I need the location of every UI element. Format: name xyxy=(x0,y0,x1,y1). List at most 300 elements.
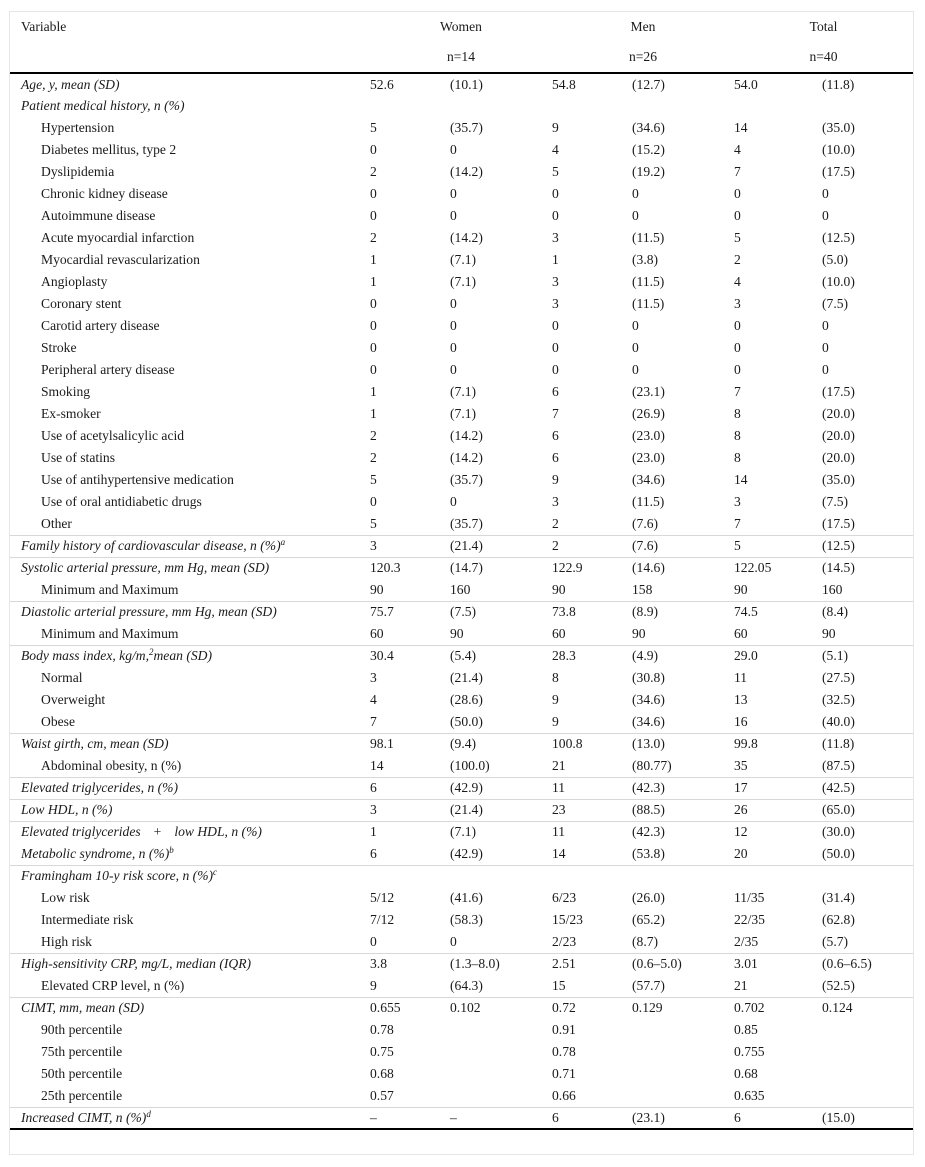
table-cell: (64.3) xyxy=(450,977,483,993)
table-container xyxy=(9,11,914,1155)
table-cell: (7.1) xyxy=(450,274,477,289)
table-cell: – xyxy=(450,1107,552,1129)
table-cell: 9 xyxy=(370,977,377,993)
table-row xyxy=(10,491,913,513)
table-cell: 0 xyxy=(632,208,639,223)
footnote-marker: c xyxy=(213,867,218,878)
row-label-text: Body mass index, kg/m, xyxy=(21,648,149,664)
table-cell: 90 xyxy=(450,625,464,641)
row-label xyxy=(10,447,370,469)
table-cell: 7 xyxy=(734,515,741,531)
table-cell: (11.5) xyxy=(632,274,665,289)
table-cell: (21.4) xyxy=(450,670,483,685)
table-cell: 0.68 xyxy=(370,1066,394,1081)
table-cell: (7.1) xyxy=(450,384,477,399)
table-cell: (14.7) xyxy=(450,557,552,579)
table-cell: 0 xyxy=(734,318,741,333)
table-cell: (34.6) xyxy=(632,713,665,729)
table-cell xyxy=(450,1085,552,1107)
row-label-text: Waist girth, cm, mean (SD) xyxy=(21,736,169,752)
table-cell: 0 xyxy=(450,296,457,311)
row-label-text: Increased CIMT, n (%) xyxy=(21,1109,147,1125)
table-cell: (5.4) xyxy=(450,645,552,667)
table-cell: 1 xyxy=(370,252,377,267)
table-cell: (20.0) xyxy=(822,406,855,421)
table-cell: 5 xyxy=(370,120,377,135)
row-label xyxy=(10,733,370,755)
table-cell: (15.2) xyxy=(632,142,665,157)
table-cell xyxy=(632,95,734,117)
table-cell: (5.0) xyxy=(822,252,849,267)
table-cell: 0 xyxy=(822,340,829,355)
table-cell xyxy=(552,95,632,117)
footnote-marker: d xyxy=(146,1108,151,1119)
table-cell: 4 xyxy=(552,142,559,157)
row-label xyxy=(10,249,370,271)
table-cell: 5 xyxy=(370,472,377,487)
table-cell: 2 xyxy=(370,164,377,179)
row-label-text: Carotid artery disease xyxy=(41,318,160,333)
row-label-text: Diabetes mellitus, type 2 xyxy=(41,142,177,157)
table-cell: (52.5) xyxy=(822,977,855,993)
table-cell: 0 xyxy=(370,296,377,311)
table-cell: (42.9) xyxy=(450,845,483,861)
row-label xyxy=(10,425,370,447)
table-cell: 2 xyxy=(370,428,377,443)
table-cell: 9 xyxy=(552,713,559,729)
table-cell: 0 xyxy=(370,318,377,333)
table-cell: (27.5) xyxy=(822,670,855,685)
table-cell: (7.5) xyxy=(822,494,849,509)
table-row xyxy=(10,117,913,139)
row-label-text: Low risk xyxy=(41,890,90,905)
table-cell: 0.702 xyxy=(734,997,822,1019)
table-cell: 0.72 xyxy=(552,997,632,1019)
row-label xyxy=(10,821,370,843)
table-cell: 90 xyxy=(822,625,836,641)
row-label-text: Elevated triglycerides xyxy=(21,824,141,840)
table-cell: (57.7) xyxy=(632,977,665,993)
table-cell: 160 xyxy=(450,581,471,597)
row-label-text: Overweight xyxy=(41,692,106,707)
table-cell: 0 xyxy=(370,186,377,201)
table-cell: 60 xyxy=(552,625,566,641)
table-cell: 13 xyxy=(734,692,748,707)
table-cell: 5 xyxy=(734,230,741,245)
table-cell: 0 xyxy=(370,362,377,377)
table-cell: 0 xyxy=(450,318,457,333)
table-cell: 3 xyxy=(734,296,741,311)
table-cell xyxy=(632,865,734,887)
table-cell: (35.0) xyxy=(822,472,855,487)
row-label-text: 90th percentile xyxy=(41,1022,123,1037)
table-cell: 6/23 xyxy=(552,890,577,905)
table-cell: 54.8 xyxy=(552,76,576,92)
header-blank xyxy=(10,42,370,73)
table-cell: 6 xyxy=(552,428,559,443)
row-label-text: Other xyxy=(41,515,72,531)
row-label xyxy=(10,601,370,623)
table-cell: 0 xyxy=(734,340,741,355)
table-cell: (41.6) xyxy=(450,890,483,905)
row-label xyxy=(10,997,370,1019)
table-row xyxy=(10,1085,913,1107)
table-cell: 122.05 xyxy=(734,557,822,579)
table-cell: 4 xyxy=(734,274,741,289)
table-cell: (11.5) xyxy=(632,494,665,509)
table-cell: 7 xyxy=(552,406,559,421)
table-cell: 0 xyxy=(822,208,829,223)
row-label-text: Intermediate risk xyxy=(41,912,134,927)
table-cell: (42.5) xyxy=(822,777,913,799)
table-row xyxy=(10,931,913,953)
table-cell: 1 xyxy=(552,252,559,267)
table-cell: 0 xyxy=(450,494,457,509)
table-cell: 6 xyxy=(370,845,377,861)
table-cell: 7/12 xyxy=(370,912,395,927)
table-cell: 9 xyxy=(552,120,559,135)
table-cell: (17.5) xyxy=(822,164,855,179)
row-label-text: Elevated CRP level, n (%) xyxy=(41,977,185,993)
table-cell: 2/23 xyxy=(552,933,577,949)
table-cell: 74.5 xyxy=(734,601,822,623)
row-label-text: CIMT, mm, mean (SD) xyxy=(21,1000,145,1016)
table-row xyxy=(10,337,913,359)
row-label xyxy=(10,73,370,95)
table-cell: (11.5) xyxy=(632,296,665,311)
table-cell: (19.2) xyxy=(632,164,665,179)
table-cell: 3 xyxy=(734,494,741,509)
table-cell: (0.6–6.5) xyxy=(822,953,913,975)
table-cell: (12.7) xyxy=(632,76,665,92)
row-label xyxy=(10,931,370,953)
row-label xyxy=(10,1019,370,1041)
table-cell: 3 xyxy=(370,535,450,557)
table-cell: 7 xyxy=(734,384,741,399)
table-cell: (10.0) xyxy=(822,142,855,157)
table-cell: 0 xyxy=(370,494,377,509)
table-cell: 0.91 xyxy=(552,1022,576,1037)
row-label-text: Metabolic syndrome, n (%) xyxy=(21,845,170,861)
table-cell: 0 xyxy=(632,186,639,201)
table-cell: 12 xyxy=(734,821,822,843)
table-cell: (7.6) xyxy=(632,515,659,531)
row-label xyxy=(10,359,370,381)
table-cell: 0 xyxy=(450,142,457,157)
table-cell: (7.5) xyxy=(822,296,849,311)
row-label xyxy=(10,1085,370,1107)
table-cell: 3 xyxy=(552,296,559,311)
table-row xyxy=(10,909,913,931)
table-row xyxy=(10,249,913,271)
table-cell: 35 xyxy=(734,757,748,773)
table-cell xyxy=(370,865,450,887)
row-label xyxy=(10,711,370,733)
table-row xyxy=(10,469,913,491)
table-cell: 0 xyxy=(552,208,559,223)
table-cell: 8 xyxy=(734,406,741,421)
table-cell xyxy=(450,1041,552,1063)
table-cell: 5 xyxy=(370,515,377,531)
header-men-n: n=26 xyxy=(552,42,734,73)
table-cell: 14 xyxy=(552,845,566,861)
table-cell: (28.6) xyxy=(450,692,483,707)
table-cell: (14.2) xyxy=(450,230,483,245)
row-label-text: Use of statins xyxy=(41,450,116,465)
table-cell: 7 xyxy=(734,164,741,179)
table-cell: (14.2) xyxy=(450,428,483,443)
table-cell: 0 xyxy=(632,340,639,355)
row-label-text: 25th percentile xyxy=(41,1087,123,1103)
table-cell: 29.0 xyxy=(734,645,822,667)
table-cell: 2.51 xyxy=(552,953,632,975)
table-cell: 0.66 xyxy=(552,1087,576,1103)
table-cell: 54.0 xyxy=(734,76,758,92)
table-row xyxy=(10,557,913,579)
table-cell: 3 xyxy=(370,670,377,685)
row-label-text: Systolic arterial pressure, mm Hg, mean (SD) xyxy=(21,560,270,576)
table-cell: 1 xyxy=(370,406,377,421)
table-cell: 0.102 xyxy=(450,997,552,1019)
header-women: Women xyxy=(440,19,482,34)
table-cell: 0.755 xyxy=(734,1044,765,1059)
table-cell: 11 xyxy=(734,670,748,685)
row-label-text: Normal xyxy=(41,670,83,685)
row-label xyxy=(10,887,370,909)
table-cell: (87.5) xyxy=(822,757,855,773)
table-cell: 90 xyxy=(632,625,646,641)
row-label-text: 50th percentile xyxy=(41,1066,123,1081)
table-cell: (80.77) xyxy=(632,757,672,773)
table-cell: (30.8) xyxy=(632,670,665,685)
table-cell: 0 xyxy=(552,362,559,377)
table-cell: (30.0) xyxy=(822,821,913,843)
row-label-text: Use of antihypertensive medication xyxy=(41,472,234,487)
table-cell: (53.8) xyxy=(632,845,665,861)
table-cell: (20.0) xyxy=(822,428,855,443)
table-cell: 26 xyxy=(734,799,822,821)
table-cell: 0 xyxy=(450,933,457,949)
row-label-text: High-sensitivity CRP, mg/L, median (IQR) xyxy=(21,956,252,972)
table-cell: (11.8) xyxy=(822,733,913,755)
footnote-marker: a xyxy=(280,537,286,547)
table-cell: 8 xyxy=(734,450,741,465)
row-label xyxy=(10,315,370,337)
table-cell: 160 xyxy=(822,581,843,597)
row-label-text: Chronic kidney disease xyxy=(41,186,168,201)
table-cell: (21.4) xyxy=(450,535,552,557)
table-cell xyxy=(450,95,552,117)
table-cell: 0 xyxy=(450,186,457,201)
table-cell: (8.9) xyxy=(632,601,734,623)
table-row xyxy=(10,799,913,821)
table-cell: 6 xyxy=(552,450,559,465)
table-cell: 22/35 xyxy=(734,912,765,927)
row-label xyxy=(10,579,370,601)
table-cell: 73.8 xyxy=(552,601,632,623)
row-label xyxy=(10,293,370,315)
row-label xyxy=(10,953,370,975)
table-cell: 8 xyxy=(552,670,559,685)
table-cell: 0 xyxy=(450,208,457,223)
table-cell: 2 xyxy=(370,450,377,465)
table-cell: 2/35 xyxy=(734,933,759,949)
row-label xyxy=(10,799,370,821)
table-cell: 21 xyxy=(734,977,748,993)
table-cell: 6 xyxy=(552,1107,632,1129)
row-label-text: Angioplasty xyxy=(41,274,108,289)
row-label-text: Use of oral antidiabetic drugs xyxy=(41,494,202,509)
table-cell: (9.4) xyxy=(450,733,552,755)
table-cell: 0 xyxy=(450,340,457,355)
table-cell xyxy=(822,865,913,887)
data-table xyxy=(10,12,913,1130)
table-cell: (8.4) xyxy=(822,601,913,623)
table-row xyxy=(10,95,913,117)
table-cell: 0 xyxy=(552,340,559,355)
table-row xyxy=(10,733,913,755)
table-cell: 9 xyxy=(552,692,559,707)
table-cell xyxy=(632,1085,734,1107)
table-cell: (35.7) xyxy=(450,120,483,135)
table-row xyxy=(10,205,913,227)
table-cell: 3 xyxy=(552,494,559,509)
table-cell: (10.1) xyxy=(450,76,483,92)
table-cell: (34.6) xyxy=(632,120,665,135)
row-label-text: Low HDL, n (%) xyxy=(21,802,113,817)
table-cell: (50.0) xyxy=(450,713,483,729)
table-cell: 14 xyxy=(734,472,748,487)
row-label xyxy=(10,623,370,645)
row-label xyxy=(10,183,370,205)
plus-sign: + xyxy=(153,824,162,840)
table-header xyxy=(10,12,913,73)
table-cell: (7.5) xyxy=(450,601,552,623)
table-row xyxy=(10,843,913,865)
table-cell: 2 xyxy=(370,230,377,245)
table-cell: 90 xyxy=(552,581,566,597)
table-cell: (4.9) xyxy=(632,645,734,667)
table-cell: 0.75 xyxy=(370,1044,394,1059)
row-label-text: Use of acetylsalicylic acid xyxy=(41,428,185,443)
table-cell xyxy=(450,1063,552,1085)
table-cell: 11/35 xyxy=(734,890,765,905)
table-cell: 6 xyxy=(370,777,450,799)
table-cell: 5 xyxy=(552,164,559,179)
table-row xyxy=(10,645,913,667)
table-cell: 0 xyxy=(734,186,741,201)
row-label xyxy=(10,667,370,689)
row-label-text: Minimum and Maximum xyxy=(41,581,179,597)
table-cell: 3 xyxy=(370,799,450,821)
table-cell: (17.5) xyxy=(822,515,855,531)
table-cell: 90 xyxy=(734,581,748,597)
row-label-text: Diastolic arterial pressure, mm Hg, mean (SD) xyxy=(21,604,277,620)
table-cell: 0.78 xyxy=(370,1022,394,1037)
table-cell: 0.68 xyxy=(734,1066,758,1081)
table-cell: 0 xyxy=(822,362,829,377)
table-cell: 0 xyxy=(822,186,829,201)
row-label-text: Acute myocardial infarction xyxy=(41,230,195,245)
table-cell xyxy=(552,865,632,887)
table-cell: (12.5) xyxy=(822,535,913,557)
table-cell: 20 xyxy=(734,845,748,861)
row-label xyxy=(10,95,370,117)
table-row xyxy=(10,667,913,689)
table-cell: (10.0) xyxy=(822,274,855,289)
table-cell: (7.1) xyxy=(450,252,477,267)
table-cell: (7.1) xyxy=(450,406,477,421)
table-cell: (32.5) xyxy=(822,692,855,707)
table-row xyxy=(10,579,913,601)
table-cell: 3 xyxy=(552,274,559,289)
table-cell xyxy=(822,1019,913,1041)
row-label-text: Patient medical history, n (%) xyxy=(21,98,185,113)
header-men: Men xyxy=(630,19,656,34)
table-cell: (5.1) xyxy=(822,645,913,667)
table-cell: 1 xyxy=(370,274,377,289)
footnote-marker: b xyxy=(169,844,174,855)
table-row xyxy=(10,821,913,843)
footnote-marker: 2 xyxy=(148,647,154,658)
table-cell xyxy=(632,1019,734,1041)
table-row xyxy=(10,997,913,1019)
table-cell xyxy=(822,1063,913,1085)
row-label xyxy=(10,469,370,491)
table-cell: (14.2) xyxy=(450,164,483,179)
table-cell: (21.4) xyxy=(450,799,552,821)
table-cell: 21 xyxy=(552,757,566,773)
table-cell: (17.5) xyxy=(822,384,855,399)
table-row xyxy=(10,975,913,997)
table-cell: (35.7) xyxy=(450,515,483,531)
row-label xyxy=(10,1041,370,1063)
row-label xyxy=(10,865,370,887)
table-cell: 0 xyxy=(552,186,559,201)
table-cell: 5/12 xyxy=(370,890,395,905)
table-cell: (35.0) xyxy=(822,120,855,135)
table-cell: (42.3) xyxy=(632,777,734,799)
table-cell: (23.0) xyxy=(632,450,665,465)
table-row xyxy=(10,359,913,381)
row-label xyxy=(10,777,370,799)
row-label xyxy=(10,139,370,161)
table-cell: 17 xyxy=(734,777,822,799)
row-label xyxy=(10,513,370,535)
table-cell: 122.9 xyxy=(552,557,632,579)
table-cell: 11 xyxy=(552,821,632,843)
table-cell xyxy=(822,95,913,117)
table-cell: 2 xyxy=(734,252,741,267)
table-cell: 14 xyxy=(734,120,748,135)
table-cell: 100.8 xyxy=(552,733,632,755)
table-row xyxy=(10,689,913,711)
table-cell: (26.9) xyxy=(632,406,665,421)
table-cell: 0 xyxy=(370,208,377,223)
table-cell: (23.1) xyxy=(632,1107,734,1129)
table-row xyxy=(10,271,913,293)
table-cell: 120.3 xyxy=(370,557,450,579)
table-cell: 0.635 xyxy=(734,1087,765,1103)
table-cell xyxy=(450,865,552,887)
row-label-text-cont: low HDL, n (%) xyxy=(174,824,262,840)
row-label-text: Peripheral artery disease xyxy=(41,362,175,377)
table-body xyxy=(10,73,913,1129)
row-label xyxy=(10,205,370,227)
row-label-text: Age, y, mean (SD) xyxy=(21,76,120,92)
table-cell: 4 xyxy=(370,692,377,707)
table-cell: 0 xyxy=(734,208,741,223)
